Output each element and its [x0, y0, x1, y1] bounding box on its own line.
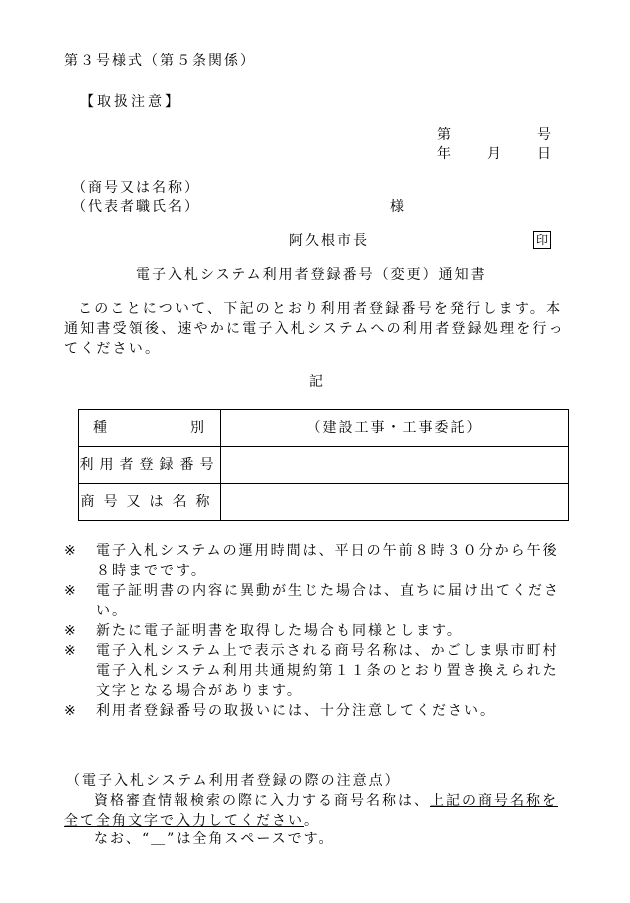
list-item: [64, 641, 570, 701]
doc-number-suffix: 号: [537, 127, 551, 143]
note-mark: ※: [64, 643, 78, 659]
label-company-name: 商号又は名称: [80, 494, 219, 510]
table-row: [79, 447, 569, 484]
ki-marker: 記: [309, 374, 323, 390]
table-value-cell: （建設工事・工事委託）: [221, 410, 569, 447]
handling-notice: 【取扱注意】: [80, 94, 182, 110]
seal-stamp: 印: [533, 231, 551, 249]
table-label-cell: [79, 410, 221, 447]
note-mark: ※: [64, 703, 78, 719]
note-text: 電子入札システムの運用時間は、平日の午前８時３０分から午後８時までです。: [96, 543, 559, 579]
caution-note: なお、“＿”は全角スペースです。: [94, 831, 335, 847]
note-mark: ※: [64, 623, 78, 639]
note-mark: ※: [64, 543, 78, 559]
doc-number-prefix: 第: [437, 127, 451, 143]
caution-heading: （電子入札システム利用者登録の際の注意点）: [66, 773, 401, 789]
label-type-a: 種: [93, 420, 109, 436]
list-item: [64, 621, 570, 641]
table-row: [79, 484, 569, 521]
note-text: 電子入札システム上で表示される商号名称は、かごしま県市町村電子入札システム利用共通規約第１１条のとおり置き換えられた文字となる場合があります。: [96, 643, 559, 699]
note-text: 電子証明書の内容に異動が生じた場合は、直ちに届け出てください。: [96, 583, 560, 619]
registration-table: [78, 409, 569, 521]
date-month: 月: [487, 146, 501, 162]
list-item: [64, 581, 570, 621]
recipient-representative-label: （代表者職氏名）: [72, 199, 200, 215]
table-value-cell: [221, 484, 569, 521]
table-label-cell: [79, 447, 221, 484]
table-label-cell: [79, 484, 221, 521]
table-row: [79, 410, 569, 447]
note-text: 新たに電子証明書を取得した場合も同様とします。: [96, 623, 463, 639]
issuer-name: 阿久根市長: [289, 233, 369, 249]
notes-list: [64, 541, 570, 721]
document-title: 電子入札システム利用者登録番号（変更）通知書: [136, 267, 487, 283]
caution-underlined-text: 上記の商号名称を全て全角文字で入力してください: [64, 793, 558, 829]
caution-paragraph: [64, 791, 570, 831]
list-item: [64, 541, 570, 581]
caution-period: 。: [304, 813, 320, 829]
table-value-cell: [221, 447, 569, 484]
note-mark: ※: [64, 583, 78, 599]
body-paragraph: このことについて、下記のとおり利用者登録番号を発行します。本通知書受領後、速やかに電子入札システムへの利用者登録処理を行ってください。: [64, 301, 565, 357]
date-day: 日: [537, 146, 551, 162]
list-item: [64, 701, 570, 721]
label-type-b: 別: [190, 420, 206, 436]
date-year: 年: [437, 146, 451, 162]
recipient-company-label: （商号又は名称）: [72, 180, 200, 196]
form-number: 第３号様式（第５条関係）: [64, 53, 256, 69]
note-text: 利用者登録番号の取扱いには、十分注意してください。: [96, 703, 496, 719]
caution-text: 資格審査情報検索の際に入力する商号名称は、: [94, 793, 430, 809]
label-user-id: 利用者登録番号: [79, 457, 220, 473]
recipient-honorific: 様: [390, 199, 404, 215]
